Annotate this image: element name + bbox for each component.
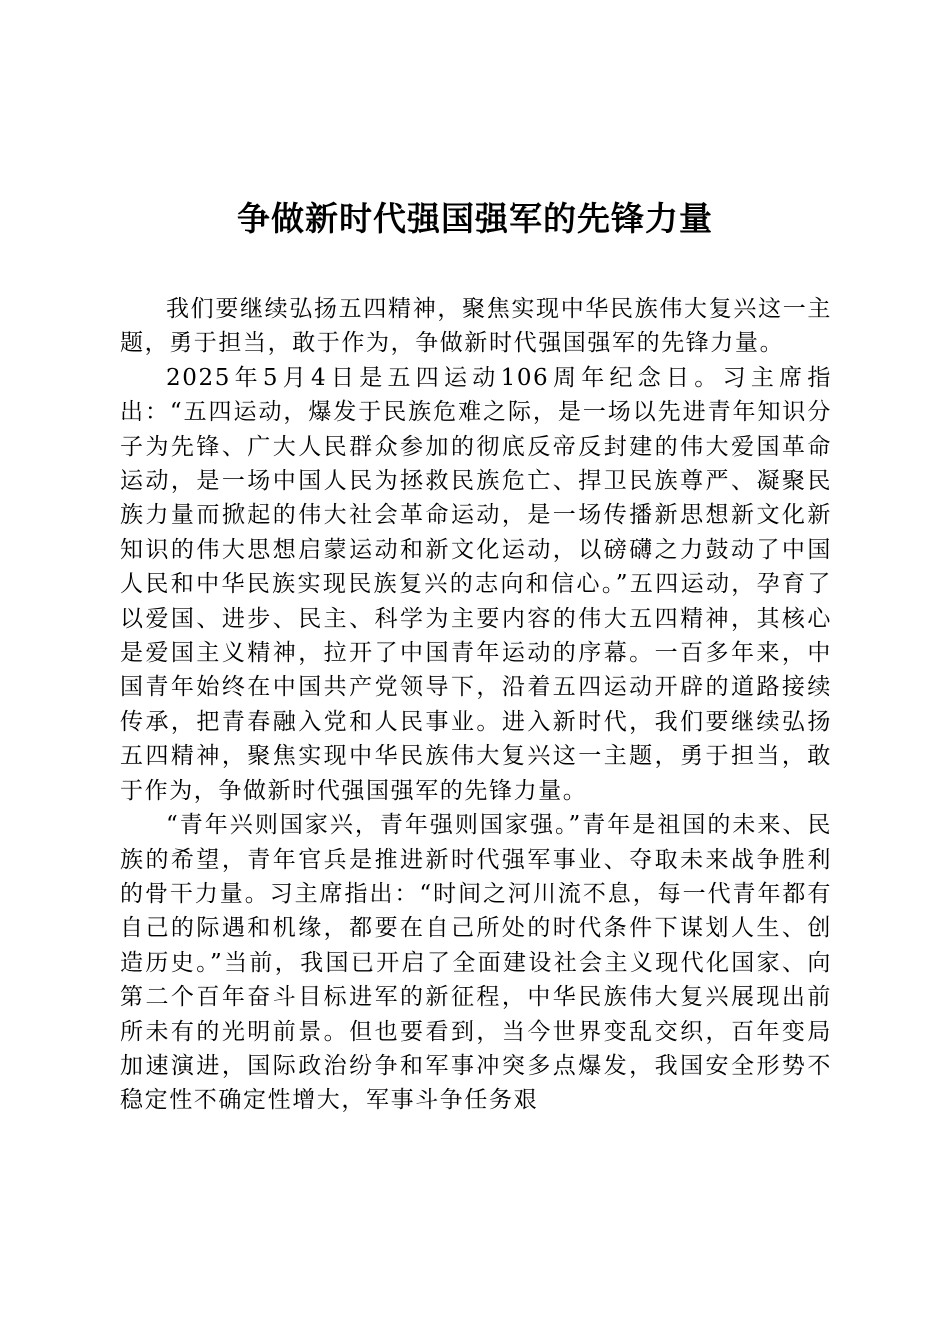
document-body — [120, 292, 832, 1118]
paragraph: “青年兴则国家兴，青年强则国家强。”青年是祖国的未来、民族的希望，青年官兵是推进新时代强军事业、夺取未来战争胜利的骨干力量。习主席指出：“时间之河川流不息，每一代青年都有自己的际遇和机缘，都要在自己所处的时代条件下谋划人生、创造历史。”当前，我国已开启了全面建设社会主义现代化国家、向第二个百年奋斗目标进军的新征程，中华民族伟大复兴展现出前所未有的光明前景。但也要看到，当今世界变乱交织，百年变局加速演进，国际政治纷争和军事冲突多点爆发，我国安全形势不稳定性不确定性增大，军事斗争任务艰 — [120, 812, 832, 1114]
document-title: 争做新时代强国强军的先锋力量 — [237, 199, 713, 238]
paragraph: 2025年5月4日是五四运动106周年纪念日。习主席指出：“五四运动，爆发于民族危难之际，是一场以先进青年知识分子为先锋、广大人民群众参加的彻底反帝反封建的伟大爱国革命运动，是一场中国人民为拯救民族危亡、捍卫民族尊严、凝聚民族力量而掀起的伟大社会革命运动，是一场传播新思想新文化新知识的伟大思想启蒙运动和新文化运动，以磅礴之力鼓动了中国人民和中华民族实现民族复兴的志向和信心。”五四运动，孕育了以爱国、进步、民主、科学为主要内容的伟大五四精神，其核心是爱国主义精神，拉开了中国青年运动的序幕。一百多年来，中国青年始终在中国共产党领导下，沿着五四运动开辟的道路接续传承，把青春融入党和人民事业。进入新时代，我们要继续弘扬五四精神，聚焦实现中华民族伟大复兴这一主题，勇于担当，敢于作为，争做新时代强国强军的先锋力量。 — [120, 364, 832, 804]
paragraph: 我们要继续弘扬五四精神，聚焦实现中华民族伟大复兴这一主题，勇于担当，敢于作为，争做新时代强国强军的先锋力量。 — [120, 296, 832, 357]
